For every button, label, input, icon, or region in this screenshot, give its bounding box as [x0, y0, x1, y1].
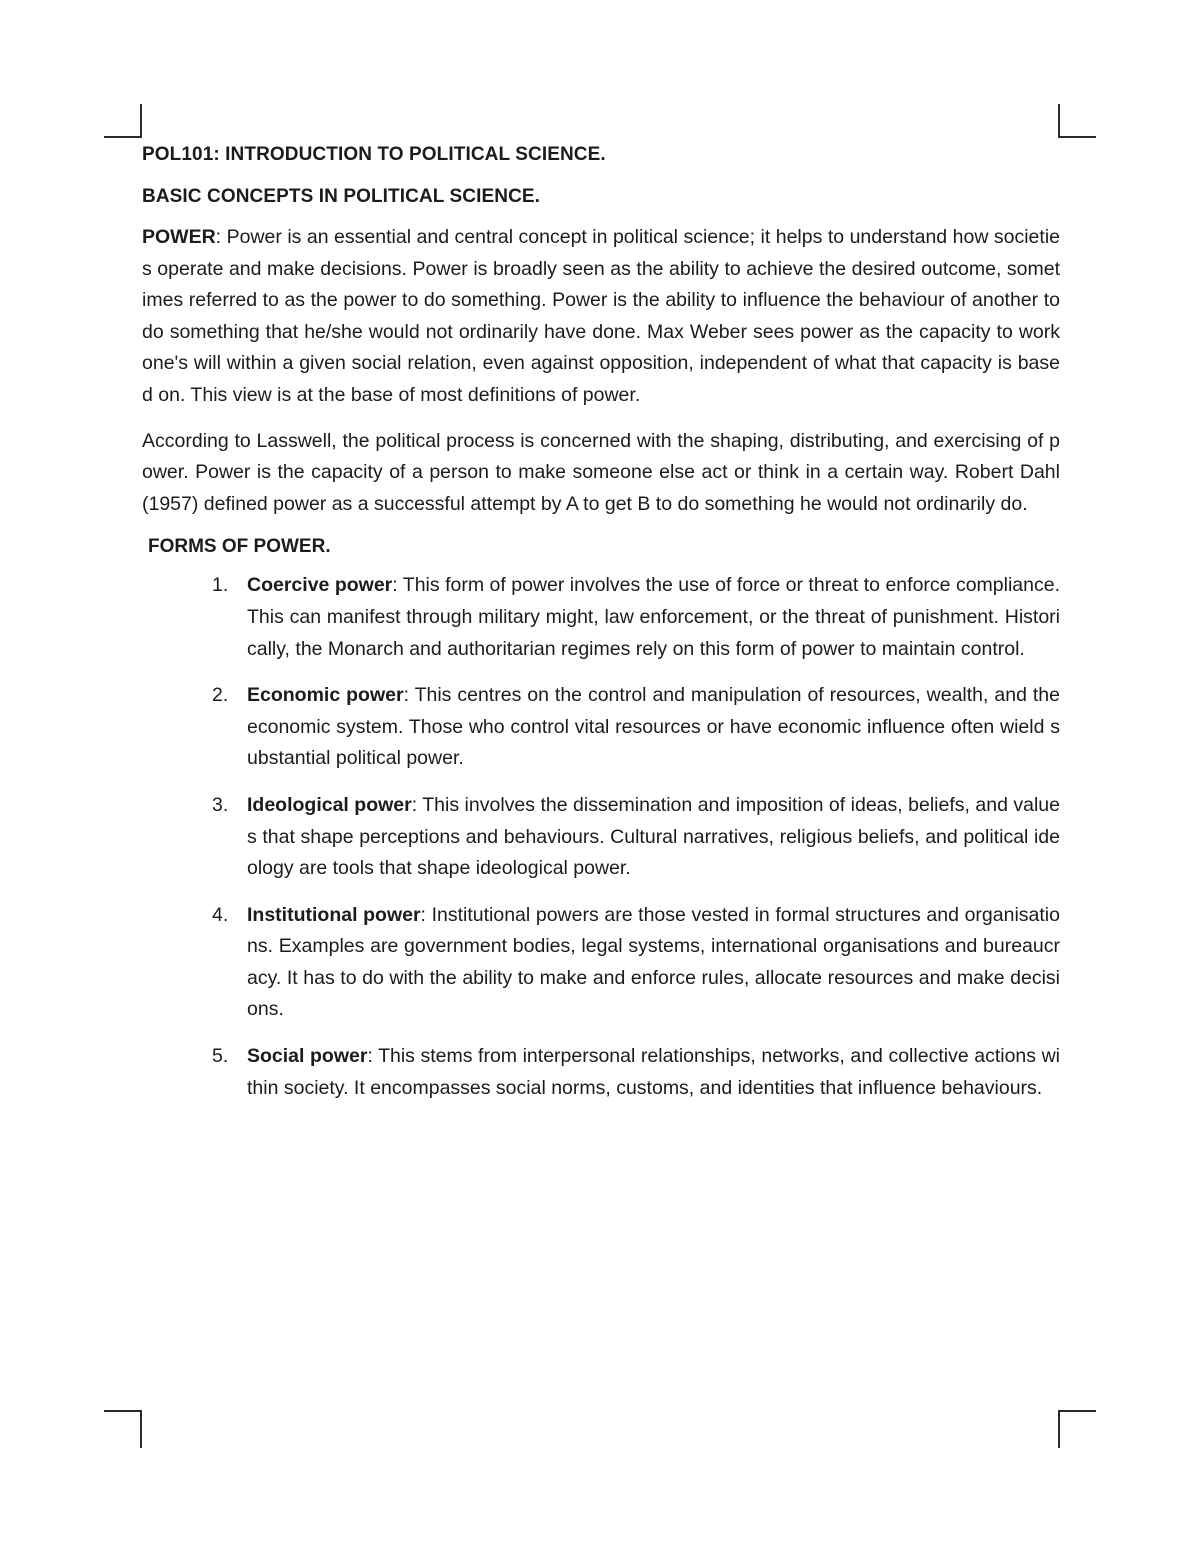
- list-item-label: Ideological power: [247, 793, 412, 816]
- list-item-text: : This form of power involves the use of force or threat to enforce compliance. This can manifest through military might, law enforcement, or the threat of punishment. Historically, the Monarch and authoritarian regimes rely on this form of power to maintain control.: [247, 574, 1060, 660]
- crop-mark-top-left: [104, 104, 142, 138]
- list-item-label: Economic power: [247, 684, 404, 707]
- list-item-number: 1.: [212, 574, 229, 597]
- list-item-label: Social power: [247, 1045, 368, 1068]
- crop-mark-top-right: [1058, 104, 1096, 138]
- list-item-text: : This stems from interpersonal relationships, networks, and collective actions within society. It encompasses social norms, customs, and identities that influence behaviours.: [247, 1045, 1060, 1099]
- list-item-number: 2.: [212, 684, 229, 707]
- list-item: [212, 680, 1060, 775]
- forms-heading: FORMS OF POWER.: [148, 536, 331, 558]
- power-paragraph: [142, 222, 1060, 412]
- forms-list: [142, 570, 1060, 1104]
- list-item-text: : This centres on the control and manipulation of resources, wealth, and the economic system. Those who control vital resources or have economic influence often wield substantial political power.: [247, 684, 1060, 770]
- list-item-label: Institutional power: [247, 903, 421, 926]
- list-item-text: : Institutional powers are those vested in formal structures and organisations. Examples are government bodies, legal systems, international organisations and bureaucracy. It has to do with the ability to make and enforce rules, allocate resources and make decisions.: [247, 903, 1060, 1021]
- list-item: [212, 1041, 1060, 1104]
- list-item-number: 5.: [212, 1045, 229, 1068]
- list-item-text: : This involves the dissemination and imposition of ideas, beliefs, and values that shape perceptions and behaviours. Cultural narratives, religious beliefs, and political ideology are tools that shape ideological power.: [247, 793, 1060, 880]
- course-title: POL101: INTRODUCTION TO POLITICAL SCIENCE.: [142, 144, 606, 165]
- list-item-label: Coercive power: [247, 574, 393, 597]
- list-item: [212, 570, 1060, 665]
- list-item: [212, 790, 1060, 885]
- crop-mark-bottom-right: [1058, 1410, 1096, 1448]
- power-label: POWER: [142, 226, 216, 248]
- section-title: BASIC CONCEPTS IN POLITICAL SCIENCE.: [142, 186, 541, 207]
- power-text: : Power is an essential and central concept in political science; it helps to understand how societies operate and make decisions. Power is broadly seen as the ability to achieve the desired outcome, sometimes referred to as the power to do something. Power is the ability to influence the behaviour of another to do something that he/she would not ordinarily have done. Max Weber sees power as the capacity to work one's will within a given social relation, even against opposition, independent of what that capacity is based on. This view is at the base of most definitions of power.: [142, 226, 1060, 406]
- document-body: [142, 140, 1060, 1119]
- crop-mark-bottom-left: [104, 1410, 142, 1448]
- list-item-number: 4.: [212, 903, 229, 926]
- list-item-number: 3.: [212, 793, 229, 816]
- list-item: [212, 900, 1060, 1026]
- lasswell-paragraph: According to Lasswell, the political process is concerned with the shaping, distributing, and exercising of power. Power is the capacity of a person to make someone else act or think in a certain way. Robert Dahl (1957) defined power as a successful attempt by A to get B to do something he would not ordinarily do.: [142, 429, 1060, 515]
